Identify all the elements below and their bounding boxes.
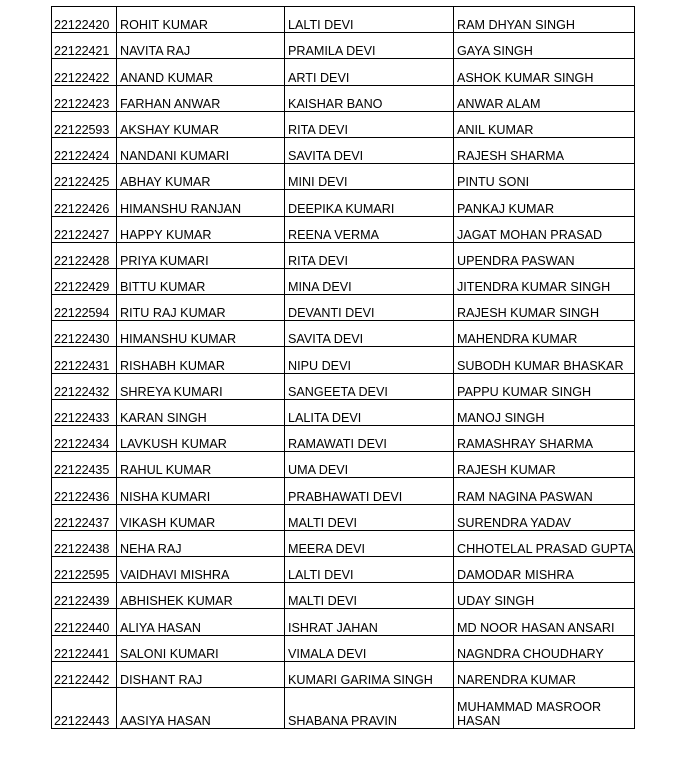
mother-name-cell: RITA DEVI xyxy=(285,111,454,137)
student-name-cell: NEHA RAJ xyxy=(117,530,285,556)
table-row xyxy=(52,111,635,137)
table-row xyxy=(52,504,635,530)
roll-number-cell: 22122421 xyxy=(52,33,117,59)
father-name-cell: PANKAJ KUMAR xyxy=(454,190,635,216)
mother-name-cell: MINA DEVI xyxy=(285,268,454,294)
roll-number-cell: 22122441 xyxy=(52,635,117,661)
roll-number-cell: 22122435 xyxy=(52,452,117,478)
father-name-cell: CHHOTELAL PRASAD GUPTA xyxy=(454,530,635,556)
mother-name-cell: MINI DEVI xyxy=(285,164,454,190)
table-row xyxy=(52,426,635,452)
student-name-cell: RITU RAJ KUMAR xyxy=(117,295,285,321)
table-row xyxy=(52,59,635,85)
roll-number-cell: 22122426 xyxy=(52,190,117,216)
father-name-cell: PAPPU KUMAR SINGH xyxy=(454,373,635,399)
table-row xyxy=(52,399,635,425)
table-row xyxy=(52,373,635,399)
roll-number-cell: 22122429 xyxy=(52,268,117,294)
student-name-cell: ROHIT KUMAR xyxy=(117,7,285,33)
roll-number-cell: 22122422 xyxy=(52,59,117,85)
student-name-cell: VIKASH KUMAR xyxy=(117,504,285,530)
father-name-cell: MAHENDRA KUMAR xyxy=(454,321,635,347)
mother-name-cell: PRAMILA DEVI xyxy=(285,33,454,59)
student-name-cell: NANDANI KUMARI xyxy=(117,137,285,163)
father-name-cell: RAJESH SHARMA xyxy=(454,137,635,163)
mother-name-cell: PRABHAWATI DEVI xyxy=(285,478,454,504)
student-name-cell: VAIDHAVI MISHRA xyxy=(117,556,285,582)
mother-name-cell: RAMAWATI DEVI xyxy=(285,426,454,452)
mother-name-cell: ARTI DEVI xyxy=(285,59,454,85)
table-row xyxy=(52,242,635,268)
student-name-cell: DISHANT RAJ xyxy=(117,661,285,687)
roll-number-cell: 22122433 xyxy=(52,399,117,425)
father-name-cell: SUBODH KUMAR BHASKAR xyxy=(454,347,635,373)
mother-name-cell: SAVITA DEVI xyxy=(285,137,454,163)
mother-name-cell: RITA DEVI xyxy=(285,242,454,268)
father-name-cell: UPENDRA PASWAN xyxy=(454,242,635,268)
roll-number-cell: 22122439 xyxy=(52,583,117,609)
mother-name-cell: LALTI DEVI xyxy=(285,556,454,582)
father-name-cell: RAMASHRAY SHARMA xyxy=(454,426,635,452)
father-name-cell: ANWAR ALAM xyxy=(454,85,635,111)
father-name-cell: NARENDRA KUMAR xyxy=(454,661,635,687)
mother-name-cell: DEEPIKA KUMARI xyxy=(285,190,454,216)
roll-number-cell: 22122440 xyxy=(52,609,117,635)
student-name-cell: AASIYA HASAN xyxy=(117,687,285,728)
father-name-cell: MANOJ SINGH xyxy=(454,399,635,425)
table-row xyxy=(52,583,635,609)
mother-name-cell: LALTI DEVI xyxy=(285,7,454,33)
table-row xyxy=(52,609,635,635)
student-name-cell: PRIYA KUMARI xyxy=(117,242,285,268)
roll-number-cell: 22122420 xyxy=(52,7,117,33)
table-row xyxy=(52,164,635,190)
roll-number-cell: 22122443 xyxy=(52,687,117,728)
table-row xyxy=(52,635,635,661)
roll-number-cell: 22122432 xyxy=(52,373,117,399)
mother-name-cell: SAVITA DEVI xyxy=(285,321,454,347)
student-name-cell: FARHAN ANWAR xyxy=(117,85,285,111)
father-name-cell: MD NOOR HASAN ANSARI xyxy=(454,609,635,635)
mother-name-cell: MALTI DEVI xyxy=(285,504,454,530)
father-name-cell: NAGNDRA CHOUDHARY xyxy=(454,635,635,661)
student-name-cell: HAPPY KUMAR xyxy=(117,216,285,242)
student-name-cell: ABHISHEK KUMAR xyxy=(117,583,285,609)
mother-name-cell: UMA DEVI xyxy=(285,452,454,478)
table-row xyxy=(52,452,635,478)
mother-name-cell: MALTI DEVI xyxy=(285,583,454,609)
roll-number-cell: 22122430 xyxy=(52,321,117,347)
table-row xyxy=(52,7,635,33)
roll-number-cell: 22122595 xyxy=(52,556,117,582)
student-name-cell: SALONI KUMARI xyxy=(117,635,285,661)
mother-name-cell: DEVANTI DEVI xyxy=(285,295,454,321)
father-name-cell: ANIL KUMAR xyxy=(454,111,635,137)
mother-name-cell: MEERA DEVI xyxy=(285,530,454,556)
mother-name-cell: VIMALA DEVI xyxy=(285,635,454,661)
mother-name-cell: LALITA DEVI xyxy=(285,399,454,425)
student-name-cell: SHREYA KUMARI xyxy=(117,373,285,399)
table-row xyxy=(52,216,635,242)
roll-number-cell: 22122442 xyxy=(52,661,117,687)
mother-name-cell: SANGEETA DEVI xyxy=(285,373,454,399)
roll-number-cell: 22122434 xyxy=(52,426,117,452)
table-row xyxy=(52,33,635,59)
table-row xyxy=(52,478,635,504)
father-name-cell: UDAY SINGH xyxy=(454,583,635,609)
mother-name-cell: NIPU DEVI xyxy=(285,347,454,373)
roll-number-cell: 22122428 xyxy=(52,242,117,268)
father-name-cell: GAYA SINGH xyxy=(454,33,635,59)
roll-number-cell: 22122424 xyxy=(52,137,117,163)
mother-name-cell: KUMARI GARIMA SINGH xyxy=(285,661,454,687)
table-row xyxy=(52,347,635,373)
father-name-cell: RAJESH KUMAR xyxy=(454,452,635,478)
table-row xyxy=(52,687,635,728)
table-row xyxy=(52,321,635,347)
father-name-cell: DAMODAR MISHRA xyxy=(454,556,635,582)
student-list-sheet xyxy=(51,6,634,729)
father-name-cell: RAM NAGINA PASWAN xyxy=(454,478,635,504)
mother-name-cell: KAISHAR BANO xyxy=(285,85,454,111)
table-row xyxy=(52,85,635,111)
father-name-cell: ASHOK KUMAR SINGH xyxy=(454,59,635,85)
student-name-cell: NAVITA RAJ xyxy=(117,33,285,59)
father-name-cell: SURENDRA YADAV xyxy=(454,504,635,530)
roll-number-cell: 22122431 xyxy=(52,347,117,373)
table-row xyxy=(52,556,635,582)
student-name-cell: LAVKUSH KUMAR xyxy=(117,426,285,452)
student-table xyxy=(51,6,635,729)
student-name-cell: ALIYA HASAN xyxy=(117,609,285,635)
father-name-cell: MUHAMMAD MASROOR HASAN xyxy=(454,687,635,728)
roll-number-cell: 22122427 xyxy=(52,216,117,242)
table-row xyxy=(52,268,635,294)
student-name-cell: RAHUL KUMAR xyxy=(117,452,285,478)
table-row xyxy=(52,530,635,556)
student-name-cell: ANAND KUMAR xyxy=(117,59,285,85)
table-row xyxy=(52,137,635,163)
roll-number-cell: 22122594 xyxy=(52,295,117,321)
roll-number-cell: 22122423 xyxy=(52,85,117,111)
student-name-cell: NISHA KUMARI xyxy=(117,478,285,504)
roll-number-cell: 22122593 xyxy=(52,111,117,137)
father-name-cell: JITENDRA KUMAR SINGH xyxy=(454,268,635,294)
table-row xyxy=(52,295,635,321)
father-name-cell: PINTU SONI xyxy=(454,164,635,190)
student-name-cell: KARAN SINGH xyxy=(117,399,285,425)
student-name-cell: AKSHAY KUMAR xyxy=(117,111,285,137)
table-row xyxy=(52,190,635,216)
mother-name-cell: SHABANA PRAVIN xyxy=(285,687,454,728)
student-name-cell: ABHAY KUMAR xyxy=(117,164,285,190)
father-name-cell: JAGAT MOHAN PRASAD xyxy=(454,216,635,242)
student-table-body xyxy=(52,7,635,729)
father-name-cell: RAJESH KUMAR SINGH xyxy=(454,295,635,321)
roll-number-cell: 22122438 xyxy=(52,530,117,556)
student-name-cell: BITTU KUMAR xyxy=(117,268,285,294)
student-name-cell: HIMANSHU KUMAR xyxy=(117,321,285,347)
student-name-cell: RISHABH KUMAR xyxy=(117,347,285,373)
roll-number-cell: 22122437 xyxy=(52,504,117,530)
table-row xyxy=(52,661,635,687)
mother-name-cell: ISHRAT JAHAN xyxy=(285,609,454,635)
roll-number-cell: 22122425 xyxy=(52,164,117,190)
student-name-cell: HIMANSHU RANJAN xyxy=(117,190,285,216)
mother-name-cell: REENA VERMA xyxy=(285,216,454,242)
father-name-cell: RAM DHYAN SINGH xyxy=(454,7,635,33)
roll-number-cell: 22122436 xyxy=(52,478,117,504)
